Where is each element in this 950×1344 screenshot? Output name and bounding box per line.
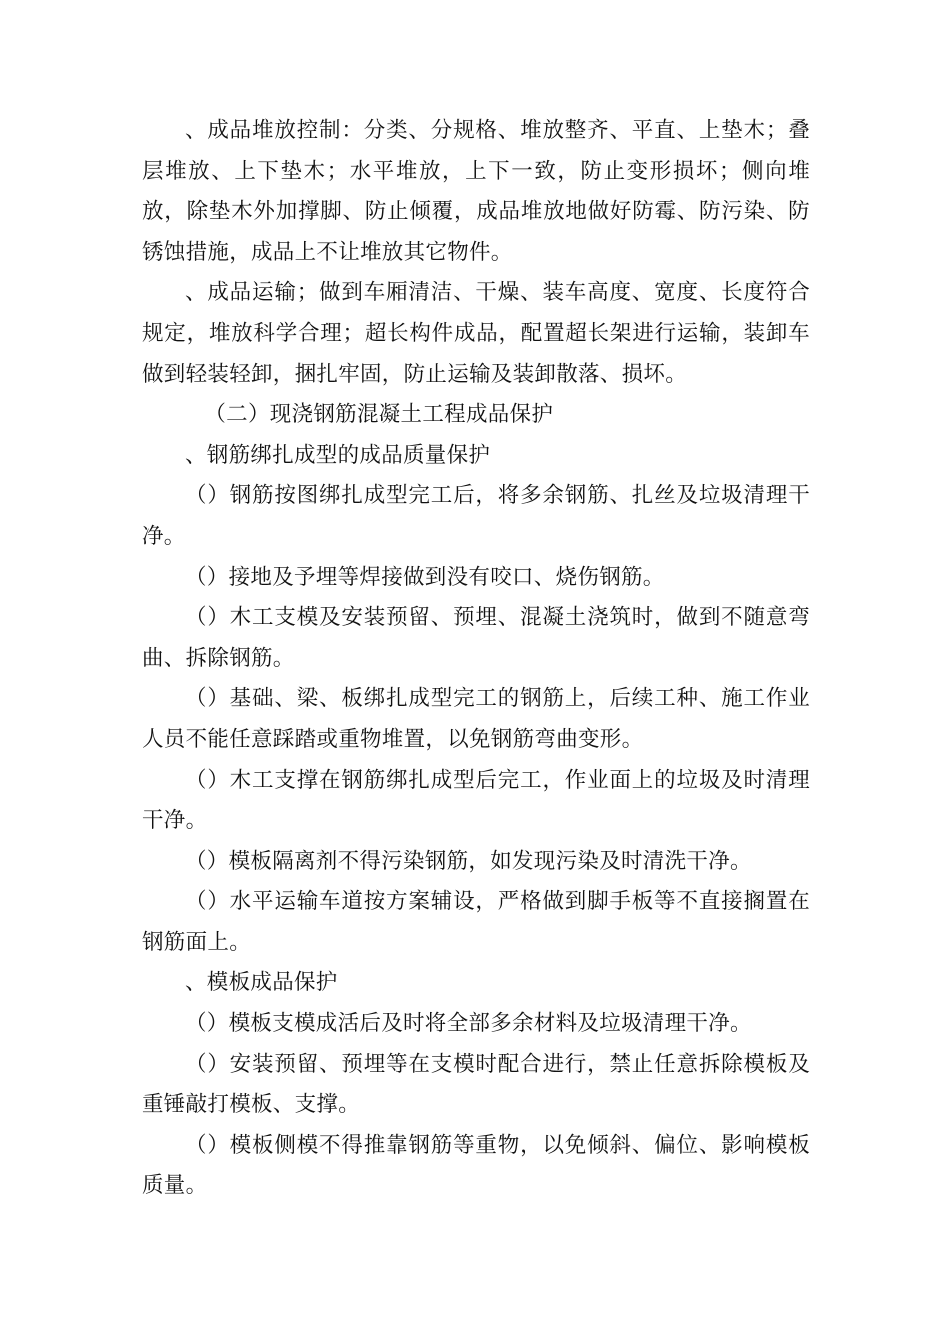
document-body — [142, 111, 810, 1207]
section-heading-cast-in-place: （二）现浇钢筋混凝土工程成品保护 — [204, 402, 554, 428]
list-item: （）接地及予埋等焊接做到没有咬口、烧伤钢筋。 — [185, 564, 665, 590]
list-item: （）水平运输车道按方案辅设，严格做到脚手板等不直接搁置在钢筋面上。 — [142, 889, 810, 955]
list-item: （）木工支模及安装预留、预埋、混凝土浇筑时，做到不随意弯曲、拆除钢筋。 — [142, 605, 810, 671]
list-item: （）钢筋按图绑扎成型完工后，将多余钢筋、扎丝及垃圾清理干净。 — [142, 483, 810, 549]
subheading-rebar-protection: 、钢筋绑扎成型的成品质量保护 — [185, 442, 491, 468]
subheading-formwork-protection: 、模板成品保护 — [185, 970, 338, 996]
list-item: （）基础、梁、板绑扎成型完工的钢筋上，后续工种、施工作业人员不能任意踩踏或重物堆置，以免钢筋弯曲变形。 — [142, 686, 810, 752]
list-item: （）木工支撑在钢筋绑扎成型后完工，作业面上的垃圾及时清理干净。 — [142, 767, 810, 834]
list-item: （）安装预留、预埋等在支模时配合进行，禁止任意拆除模板及重锤敲打模板、支撑。 — [142, 1051, 810, 1118]
list-item: （）模板支模成活后及时将全部多余材料及垃圾清理干净。 — [185, 1011, 752, 1037]
paragraph-stacking-control: 、成品堆放控制：分类、分规格、堆放整齐、平直、上垫木；叠层堆放、上下垫木；水平堆放，上下一致，防止变形损坏；侧向堆放，除垫木外加撑脚、防止倾覆，成品堆放地做好防霉、防污染、防锈蚀措施，成品上不让堆放其它物件。 — [142, 118, 810, 265]
list-item: （）模板侧模不得推靠钢筋等重物，以免倾斜、偏位、影响模板质量。 — [142, 1132, 810, 1199]
list-item: （）模板隔离剂不得污染钢筋，如发现污染及时清洗干净。 — [185, 848, 752, 874]
paragraph-transport: 、成品运输；做到车厢清洁、干燥、装车高度、宽度、长度符合规定，堆放科学合理；超长构件成品，配置超长架进行运输，装卸车做到轻装轻卸，捆扎牢固，防止运输及装卸散落、损坏。 — [142, 280, 810, 387]
